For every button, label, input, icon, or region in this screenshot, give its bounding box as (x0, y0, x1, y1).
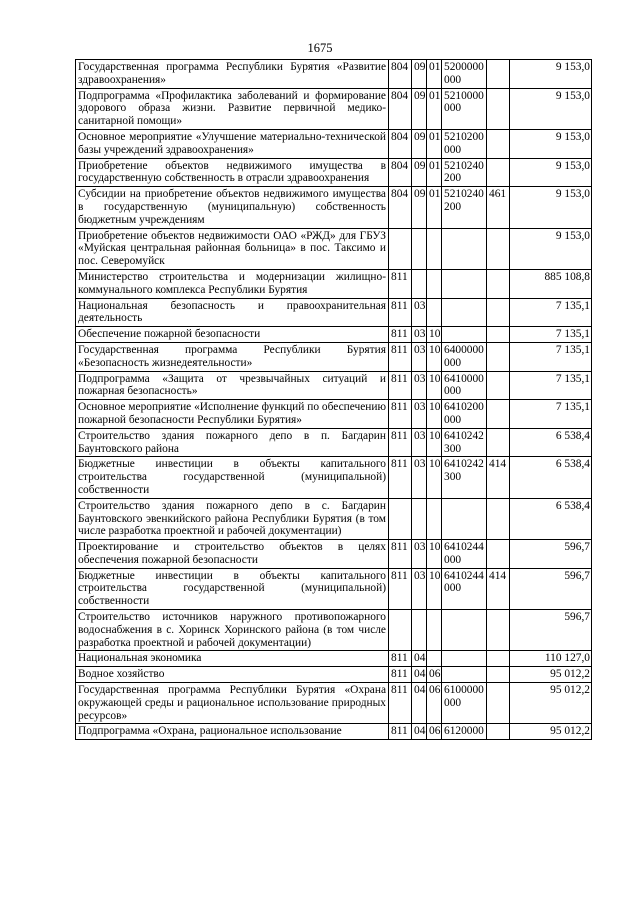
row-pr-code (427, 269, 442, 298)
row-rz-code: 09 (412, 187, 427, 228)
row-amount: 95 012,2 (510, 667, 592, 683)
row-pr-code: 10 (427, 568, 442, 609)
row-vr-code (487, 498, 510, 539)
row-amount: 95 012,2 (510, 724, 592, 740)
row-vr-code (487, 298, 510, 327)
row-gr-code: 804 (389, 88, 412, 129)
row-name: Бюджетные инвестиции в объекты капитального строительства государственной (муниципальной) собственности (76, 457, 389, 498)
row-cs-code (442, 651, 487, 667)
row-amount: 6 538,4 (510, 457, 592, 498)
row-gr-code: 811 (389, 568, 412, 609)
row-rz-code (412, 269, 427, 298)
row-gr-code: 811 (389, 540, 412, 569)
row-cs-code (442, 298, 487, 327)
row-amount: 6 538,4 (510, 428, 592, 457)
row-cs-code (442, 498, 487, 539)
row-amount: 110 127,0 (510, 651, 592, 667)
row-rz-code: 09 (412, 158, 427, 187)
row-cs-code: 6100000 000 (442, 683, 487, 724)
table-row (76, 187, 592, 228)
row-amount: 596,7 (510, 610, 592, 651)
row-cs-code: 5210200 000 (442, 129, 487, 158)
row-rz-code: 04 (412, 683, 427, 724)
row-amount: 9 153,0 (510, 129, 592, 158)
row-name: Государственная программа Республики Бурятия «Безопасность жизнедеятельности» (76, 342, 389, 371)
row-gr-code: 811 (389, 342, 412, 371)
table-row (76, 269, 592, 298)
row-gr-code: 811 (389, 683, 412, 724)
row-pr-code: 01 (427, 129, 442, 158)
row-vr-code (487, 683, 510, 724)
row-amount: 6 538,4 (510, 498, 592, 539)
row-pr-code (427, 228, 442, 269)
row-gr-code: 811 (389, 327, 412, 343)
row-pr-code: 10 (427, 400, 442, 429)
row-vr-code (487, 158, 510, 187)
row-gr-code (389, 228, 412, 269)
row-name: Водное хозяйство (76, 667, 389, 683)
row-name: Министерство строительства и модернизации жилищно-коммунального комплекса Республики Бурятия (76, 269, 389, 298)
row-pr-code: 01 (427, 88, 442, 129)
row-name: Субсидии на приобретение объектов недвижимого имущества в государственную (муниципальную) собственность бюджетным учреждениям (76, 187, 389, 228)
row-cs-code: 6120000 (442, 724, 487, 740)
row-amount: 9 153,0 (510, 158, 592, 187)
row-pr-code (427, 498, 442, 539)
row-pr-code: 10 (427, 457, 442, 498)
row-vr-code (487, 327, 510, 343)
table-row (76, 400, 592, 429)
row-gr-code: 811 (389, 371, 412, 400)
row-name: Строительство источников наружного противопожарного водоснабжения в с. Хоринск Хоринского района (в том числе разработка проектной и рабочей документации) (76, 610, 389, 651)
table-row (76, 228, 592, 269)
row-amount: 9 153,0 (510, 228, 592, 269)
row-amount: 7 135,1 (510, 342, 592, 371)
row-vr-code: 414 (487, 568, 510, 609)
row-vr-code (487, 667, 510, 683)
table-row (76, 651, 592, 667)
row-pr-code (427, 610, 442, 651)
row-vr-code (487, 400, 510, 429)
row-cs-code: 6410200 000 (442, 400, 487, 429)
table-row (76, 457, 592, 498)
row-pr-code: 06 (427, 667, 442, 683)
row-name: Подпрограмма «Защита от чрезвычайных ситуаций и пожарная безопасность» (76, 371, 389, 400)
row-gr-code: 811 (389, 667, 412, 683)
row-gr-code (389, 610, 412, 651)
row-name: Обеспечение пожарной безопасности (76, 327, 389, 343)
row-vr-code (487, 540, 510, 569)
row-gr-code: 811 (389, 298, 412, 327)
row-gr-code (389, 498, 412, 539)
row-vr-code (487, 651, 510, 667)
row-vr-code (487, 129, 510, 158)
row-rz-code: 04 (412, 724, 427, 740)
row-cs-code (442, 228, 487, 269)
row-vr-code: 414 (487, 457, 510, 498)
row-cs-code: 5210000 000 (442, 88, 487, 129)
row-vr-code (487, 371, 510, 400)
row-rz-code: 09 (412, 88, 427, 129)
row-pr-code: 06 (427, 683, 442, 724)
table-row (76, 60, 592, 89)
row-amount: 9 153,0 (510, 88, 592, 129)
row-rz-code: 03 (412, 540, 427, 569)
row-cs-code: 6410244 000 (442, 540, 487, 569)
row-name: Строительство здания пожарного депо в п. Багдарин Баунтовского района (76, 428, 389, 457)
row-vr-code (487, 60, 510, 89)
budget-table-body (76, 60, 592, 740)
row-name: Приобретение объектов недвижимого имущества в государственную собственность в отрасли здравоохранения (76, 158, 389, 187)
row-rz-code (412, 498, 427, 539)
row-name: Бюджетные инвестиции в объекты капитального строительства государственной (муниципальной) собственности (76, 568, 389, 609)
row-rz-code: 03 (412, 457, 427, 498)
row-vr-code (487, 610, 510, 651)
row-vr-code: 461 (487, 187, 510, 228)
row-gr-code: 804 (389, 129, 412, 158)
row-cs-code (442, 610, 487, 651)
row-amount: 596,7 (510, 568, 592, 609)
row-pr-code: 10 (427, 371, 442, 400)
table-row (76, 724, 592, 740)
row-pr-code: 10 (427, 540, 442, 569)
row-gr-code: 811 (389, 269, 412, 298)
row-pr-code: 01 (427, 158, 442, 187)
row-amount: 596,7 (510, 540, 592, 569)
row-rz-code (412, 610, 427, 651)
row-amount: 7 135,1 (510, 400, 592, 429)
row-pr-code: 06 (427, 724, 442, 740)
row-rz-code: 03 (412, 342, 427, 371)
table-row (76, 540, 592, 569)
row-cs-code: 6410242 300 (442, 428, 487, 457)
row-amount: 95 012,2 (510, 683, 592, 724)
row-gr-code: 804 (389, 60, 412, 89)
row-cs-code: 5200000 000 (442, 60, 487, 89)
row-cs-code: 5210240 200 (442, 158, 487, 187)
row-cs-code: 6410242 300 (442, 457, 487, 498)
row-name: Государственная программа Республики Бурятия «Охрана окружающей среды и рациональное использование природных ресурсов» (76, 683, 389, 724)
row-pr-code (427, 298, 442, 327)
row-vr-code (487, 88, 510, 129)
row-amount: 7 135,1 (510, 371, 592, 400)
row-name: Подпрограмма «Профилактика заболеваний и формирование здорового образа жизни. Развитие первичной медико-санитарной помощи» (76, 88, 389, 129)
row-cs-code (442, 269, 487, 298)
row-name: Национальная экономика (76, 651, 389, 667)
table-row (76, 158, 592, 187)
row-gr-code: 811 (389, 400, 412, 429)
row-name: Проектирование и строительство объектов в целях обеспечения пожарной безопасности (76, 540, 389, 569)
row-rz-code: 09 (412, 129, 427, 158)
row-cs-code (442, 667, 487, 683)
row-cs-code: 6400000 000 (442, 342, 487, 371)
row-amount: 885 108,8 (510, 269, 592, 298)
table-row (76, 610, 592, 651)
row-vr-code (487, 228, 510, 269)
row-pr-code: 10 (427, 327, 442, 343)
row-rz-code: 03 (412, 371, 427, 400)
row-cs-code: 6410244 000 (442, 568, 487, 609)
row-name: Основное мероприятие «Исполнение функций по обеспечению пожарной безопасности Республики Бурятия» (76, 400, 389, 429)
row-pr-code: 10 (427, 428, 442, 457)
row-vr-code (487, 269, 510, 298)
row-cs-code: 6410000 000 (442, 371, 487, 400)
row-name: Национальная безопасность и правоохранительная деятельность (76, 298, 389, 327)
table-row (76, 667, 592, 683)
table-row (76, 683, 592, 724)
row-gr-code: 811 (389, 428, 412, 457)
row-gr-code: 811 (389, 457, 412, 498)
row-name: Основное мероприятие «Улучшение материально-технической базы учреждений здравоохранения» (76, 129, 389, 158)
row-rz-code (412, 228, 427, 269)
row-gr-code: 811 (389, 724, 412, 740)
row-gr-code: 804 (389, 158, 412, 187)
table-row (76, 498, 592, 539)
table-row (76, 568, 592, 609)
row-vr-code (487, 428, 510, 457)
row-pr-code (427, 651, 442, 667)
row-pr-code: 01 (427, 60, 442, 89)
row-rz-code: 03 (412, 327, 427, 343)
table-row (76, 428, 592, 457)
page-number: 1675 (307, 41, 333, 55)
row-rz-code: 04 (412, 651, 427, 667)
table-row (76, 342, 592, 371)
row-name: Государственная программа Республики Бурятия «Развитие здравоохранения» (76, 60, 389, 89)
row-name: Строительство здания пожарного депо в с. Багдарин Баунтовского эвенкийского района Республики Бурятия (в том числе разработка проектной и рабочей документации) (76, 498, 389, 539)
table-row (76, 129, 592, 158)
row-rz-code: 03 (412, 298, 427, 327)
row-name: Приобретение объектов недвижимости ОАО «РЖД» для ГБУЗ «Муйская центральная районная больница» в пос. Таксимо и пос. Северомуйск (76, 228, 389, 269)
table-row (76, 298, 592, 327)
row-rz-code: 03 (412, 568, 427, 609)
row-vr-code (487, 342, 510, 371)
table-row (76, 371, 592, 400)
budget-table (75, 59, 592, 740)
row-amount: 7 135,1 (510, 327, 592, 343)
row-cs-code (442, 327, 487, 343)
row-rz-code: 03 (412, 400, 427, 429)
row-gr-code: 811 (389, 651, 412, 667)
table-row (76, 88, 592, 129)
row-gr-code: 804 (389, 187, 412, 228)
table-row (76, 327, 592, 343)
row-pr-code: 10 (427, 342, 442, 371)
row-vr-code (487, 724, 510, 740)
row-amount: 9 153,0 (510, 187, 592, 228)
row-rz-code: 03 (412, 428, 427, 457)
row-rz-code: 04 (412, 667, 427, 683)
row-name: Подпрограмма «Охрана, рациональное использование (76, 724, 389, 740)
row-pr-code: 01 (427, 187, 442, 228)
row-rz-code: 09 (412, 60, 427, 89)
row-cs-code: 5210240 200 (442, 187, 487, 228)
row-amount: 9 153,0 (510, 60, 592, 89)
row-amount: 7 135,1 (510, 298, 592, 327)
